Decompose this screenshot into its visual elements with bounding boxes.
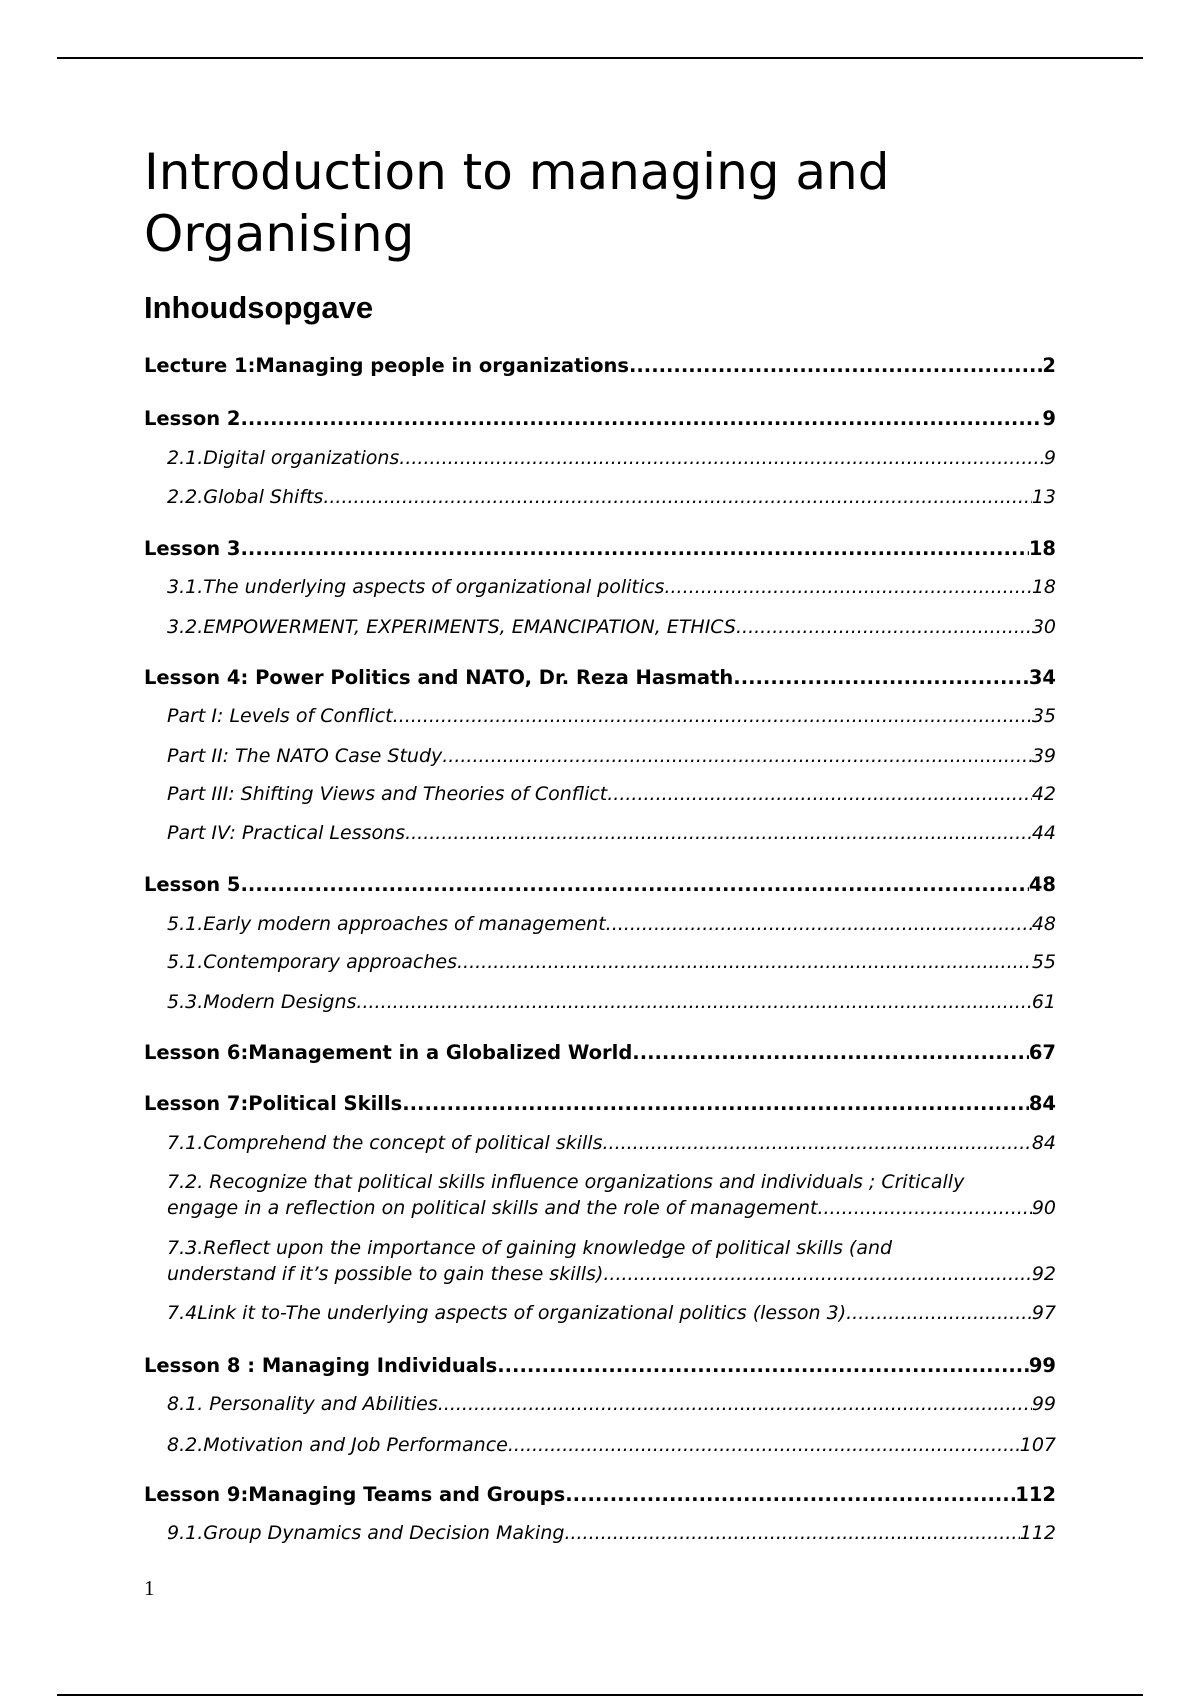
toc-entry-3-2[interactable] [144,614,1056,640]
toc-entry-9-1[interactable] [144,1520,1056,1546]
dot-leader [323,484,1031,510]
dot-leader [564,1520,1019,1546]
toc-entry-7-2[interactable] [144,1169,1056,1221]
toc-heading: Inhoudsopgave [144,290,374,325]
toc-entry-text: 3.2.EMPOWERMENT, EXPERIMENTS, EMANCIPATION, ETHICS [167,616,736,638]
toc-entry-text-line1: 7.2. Recognize that political skills influence organizations and individuals ; Critically [167,1171,965,1193]
dot-leader [241,536,1029,562]
toc-entry-7-3[interactable] [144,1235,1056,1287]
toc-entry-part-1[interactable] [144,703,1056,729]
toc-entry-page: 84 [1031,1132,1056,1154]
dot-leader [241,406,1043,432]
dot-leader [356,989,1031,1015]
toc-entry-page: 35 [1031,705,1056,727]
toc-entry-page: 99 [1031,1393,1056,1415]
toc-entry-7-1[interactable] [144,1130,1056,1156]
toc-entry-3-1[interactable] [144,574,1056,600]
dot-leader [457,949,1032,975]
toc-entry-page: 67 [1028,1041,1056,1064]
toc-entry-lesson-4[interactable] [144,665,1056,691]
dot-leader [399,445,1044,471]
toc-entry-text: 5.3.Modern Designs [167,991,357,1013]
header-rule [57,57,1143,59]
toc-entry-text: Lesson 2 [144,407,241,430]
toc-entry-lesson-8[interactable] [144,1353,1056,1379]
dot-leader [846,1300,1032,1326]
toc-entry-lesson-9[interactable] [144,1482,1056,1508]
dot-leader [632,1040,1029,1066]
dot-leader [736,614,1032,640]
toc-entry-page: 112 [1015,1483,1056,1506]
toc-entry-page: 90 [1031,1197,1056,1219]
toc-entry-text: 8.2.Motivation and Job Performance [167,1434,508,1456]
toc-entry-lesson-3[interactable] [144,536,1056,562]
dot-leader [664,574,1031,600]
toc-entry-page: 112 [1019,1522,1056,1544]
toc-entry-text: Lesson 6:Management in a Globalized World [144,1041,633,1064]
toc-entry-5-1-early[interactable] [144,911,1056,937]
toc-entry-page: 48 [1028,873,1056,896]
dot-leader [405,820,1032,846]
toc-entry-page: 9 [1043,447,1056,469]
dot-leader [606,911,1032,937]
toc-entry-text: Lesson 5 [144,873,241,896]
toc-entry-text: Lesson 8 : Managing Individuals [144,1354,498,1377]
dot-leader [442,743,1032,769]
toc-entry-text: 2.2.Global Shifts [167,486,324,508]
toc-entry-lesson-6[interactable] [144,1040,1056,1066]
toc-entry-page: 34 [1028,666,1056,689]
dot-leader [733,665,1029,691]
toc-entry-text: 5.1.Early modern approaches of management [167,913,606,935]
dot-leader [817,1195,1031,1221]
toc-entry-page: 44 [1031,822,1056,844]
dot-leader [603,1261,1031,1287]
toc-entry-text: 9.1.Group Dynamics and Decision Making [167,1522,565,1544]
toc-entry-text-line2: engage in a reflection on political skills and the role of management [167,1197,818,1219]
toc-entry-page: 9 [1042,407,1056,430]
toc-entry-text: Lesson 3 [144,537,241,560]
toc-entry-text: Lesson 9:Managing Teams and Groups [144,1483,566,1506]
toc-entry-text: 2.1.Digital organizations [167,447,400,469]
toc-entry-page: 99 [1028,1354,1056,1377]
toc-entry-page: 13 [1031,486,1056,508]
toc-entry-page: 55 [1031,951,1056,973]
toc-entry-text-line1: 7.3.Reflect upon the importance of gaining knowledge of political skills (and [167,1237,893,1259]
toc-entry-text-line2: understand if it’s possible to gain these skills) [167,1263,604,1285]
toc-entry-part-3[interactable] [144,781,1056,807]
toc-entry-page: 92 [1031,1263,1056,1285]
toc-entry-lecture-1[interactable] [144,353,1056,379]
toc-entry-text: Lesson 4: Power Politics and NATO, Dr. Reza Hasmath [144,666,734,689]
document-title: Introduction to managing and Organising [144,143,890,263]
toc-entry-page: 107 [1019,1434,1056,1456]
toc-entry-2-2[interactable] [144,484,1056,510]
toc-entry-2-1[interactable] [144,445,1056,471]
toc-entry-part-2[interactable] [144,743,1056,769]
dot-leader [402,1091,1029,1117]
toc-entry-page: 18 [1031,576,1056,598]
toc-entry-page: 84 [1028,1092,1056,1115]
toc-entry-text: 8.1. Personality and Abilities [167,1393,438,1415]
toc-entry-text: 5.1.Contemporary approaches [167,951,457,973]
toc-entry-text: Part III: Shifting Views and Theories of Conflict [167,783,608,805]
toc-entry-page: 2 [1042,354,1056,377]
dot-leader [565,1482,1015,1508]
toc-entry-page: 39 [1031,745,1056,767]
dot-leader [497,1353,1029,1379]
dot-leader [438,1391,1032,1417]
toc-entry-part-4[interactable] [144,820,1056,846]
toc-entry-5-3[interactable] [144,989,1056,1015]
toc-entry-text: Lecture 1:Managing people in organizations [144,354,629,377]
toc-entry-text: Lesson 7:Political Skills [144,1092,403,1115]
toc-entry-page: 30 [1031,616,1056,638]
toc-entry-text: Part I: Levels of Conflict [167,705,393,727]
dot-leader [241,872,1029,898]
toc-entry-page: 42 [1031,783,1056,805]
dot-leader [629,353,1042,379]
toc-entry-5-1-contemporary[interactable] [144,949,1056,975]
toc-entry-page: 48 [1031,913,1056,935]
toc-entry-page: 61 [1031,991,1056,1013]
dot-leader [393,703,1032,729]
toc-entry-8-1[interactable] [144,1391,1056,1417]
toc-entry-7-4[interactable] [144,1300,1056,1326]
toc-entry-page: 97 [1031,1302,1056,1324]
dot-leader [607,781,1032,807]
dot-leader [508,1432,1020,1458]
page-number: 1 [144,1576,155,1600]
toc-entry-text: Part II: The NATO Case Study [167,745,443,767]
toc-entry-8-2[interactable] [144,1432,1056,1458]
dot-leader [602,1130,1031,1156]
toc-entry-text: 7.1.Comprehend the concept of political skills [167,1132,603,1154]
footer-rule [57,1694,1143,1696]
toc-entry-text: 7.4Link it to-The underlying aspects of organizational politics (lesson 3) [167,1302,847,1324]
toc-entry-lesson-5[interactable] [144,872,1056,898]
toc-entry-text: Part IV: Practical Lessons [167,822,406,844]
toc-entry-lesson-7[interactable] [144,1091,1056,1117]
toc-entry-lesson-2[interactable] [144,406,1056,432]
toc-entry-text: 3.1.The underlying aspects of organizational politics [167,576,665,598]
toc-entry-page: 18 [1028,537,1056,560]
